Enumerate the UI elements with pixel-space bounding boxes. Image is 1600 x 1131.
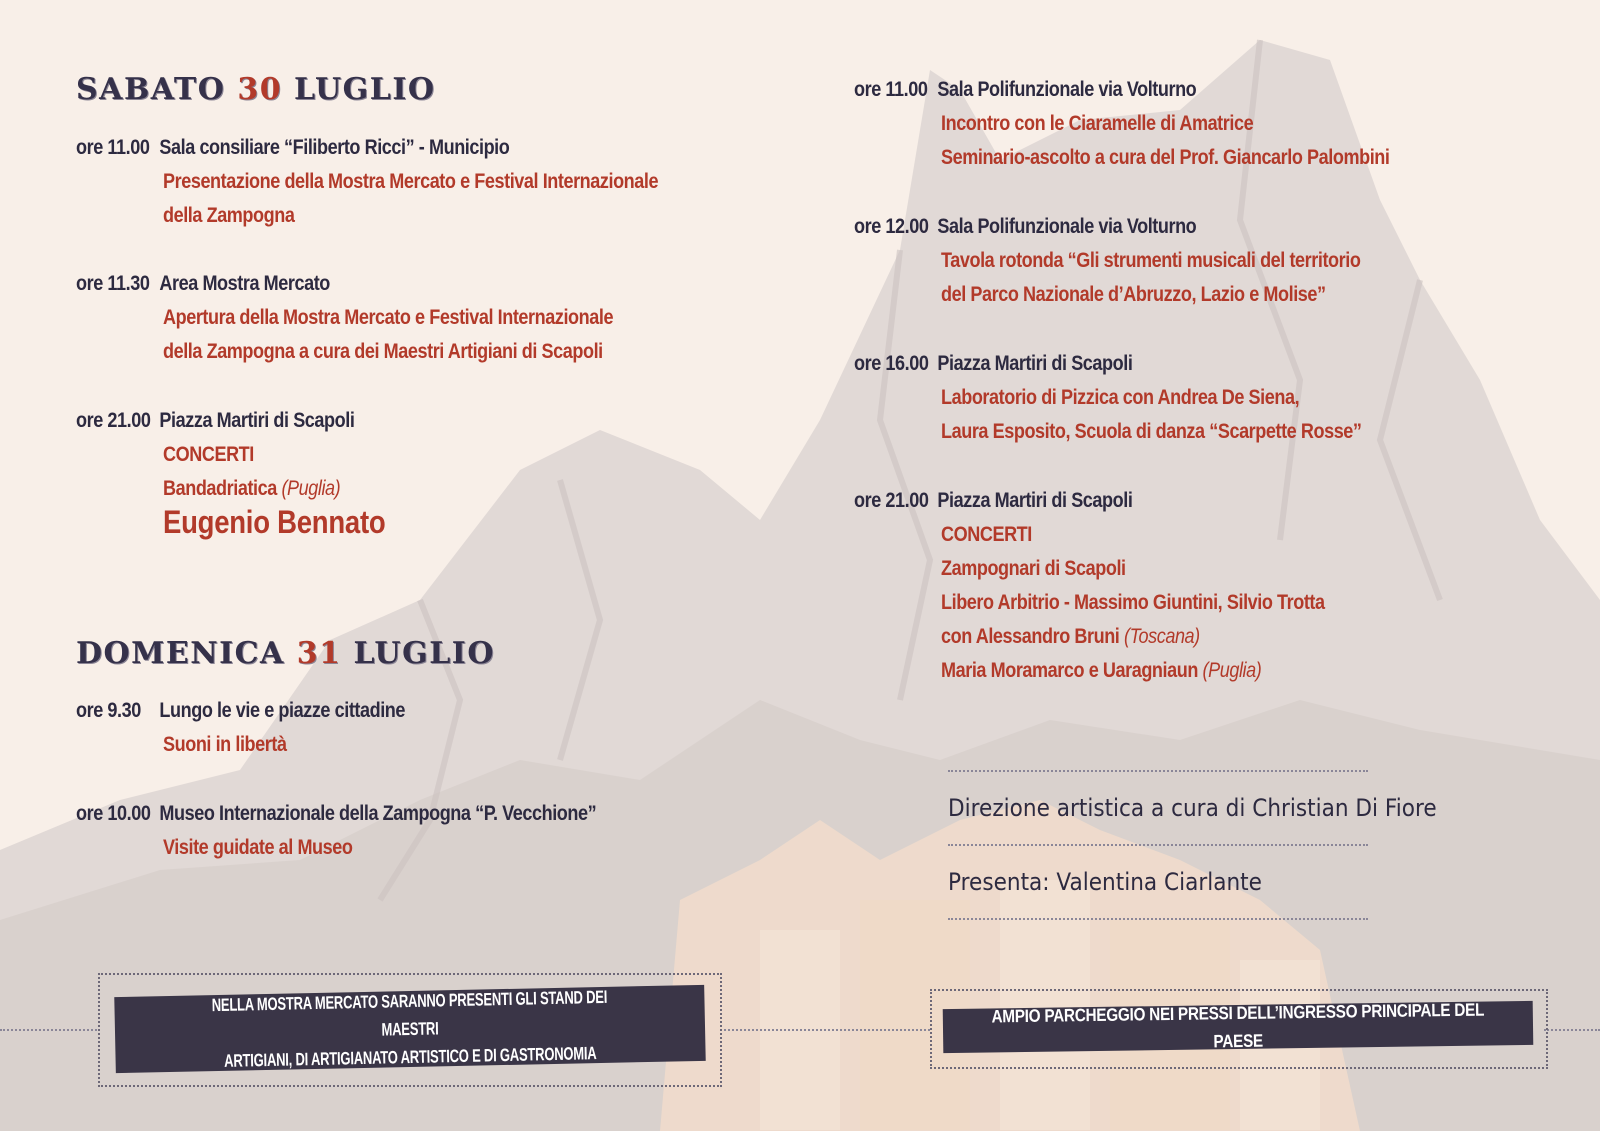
performer — [941, 620, 1468, 654]
event-header — [76, 267, 678, 301]
performer — [941, 654, 1468, 688]
event-description: Tavola rotonda “Gli strumenti musicali del territorio — [941, 249, 1361, 272]
event-description: Presentazione della Mostra Mercato e Festival Internazionale — [163, 170, 659, 193]
event-sun-2100 — [854, 484, 1554, 688]
notice-text: AMPIO PARCHEGGIO NEI PRESSI DELL’INGRESSO PRINCIPALE DEL PAESE — [991, 999, 1485, 1052]
event-header — [854, 484, 1456, 518]
event-place: Piazza Martiri di Scapoli — [937, 489, 1133, 512]
notice-text — [158, 982, 661, 1076]
title-day: DOMENICA — [76, 636, 297, 671]
event-time: ore 16.00 — [854, 352, 929, 375]
event-place: Lungo le vie e piazze cittadine — [159, 699, 406, 722]
concerts-label: CONCERTI — [163, 443, 254, 466]
event-description: Suoni in libertà — [163, 733, 287, 756]
notice-stands — [114, 985, 705, 1073]
event-time: ore 9.30 — [76, 699, 141, 722]
event-time: ore 12.00 — [854, 215, 929, 238]
performer: Libero Arbitrio - Massimo Giuntini, Silvio Trotta — [941, 591, 1325, 614]
event-sun-0930 — [76, 694, 776, 762]
saturday-title — [76, 72, 436, 107]
headliner: Eugenio Bennato — [163, 504, 386, 540]
event-header — [76, 404, 678, 438]
event-description: della Zampogna a cura dei Maestri Artigiani di Scapoli — [163, 340, 603, 363]
title-day: SABATO — [76, 72, 238, 107]
event-description: Laura Esposito, Scuola di danza “Scarpette Rosse” — [941, 420, 1362, 443]
event-sat-1130 — [76, 267, 776, 369]
event-header — [76, 797, 678, 831]
performer-region: (Puglia) — [1202, 659, 1262, 682]
event-description: Visite guidate al Museo — [163, 836, 353, 859]
event-description: Apertura della Mostra Mercato e Festival Internazionale — [163, 306, 614, 329]
event-time: ore 10.00 — [76, 802, 151, 825]
performer: Zampognari di Scapoli — [941, 557, 1126, 580]
event-header — [76, 131, 678, 165]
credits-block — [948, 770, 1437, 920]
title-month: LUGLIO — [282, 72, 436, 107]
event-sun-1200 — [854, 210, 1554, 312]
event-header — [854, 210, 1456, 244]
event-description: del Parco Nazionale d’Abruzzo, Lazio e Molise” — [941, 283, 1326, 306]
event-header — [76, 694, 678, 728]
event-sat-2100 — [76, 404, 776, 542]
event-sat-1100 — [76, 131, 776, 233]
dotted-divider — [948, 918, 1368, 920]
event-place: Area Mostra Mercato — [159, 272, 330, 295]
dotted-rule — [1544, 1029, 1600, 1031]
performer-name: con Alessandro Bruni — [941, 625, 1120, 648]
event-time: ore 21.00 — [854, 489, 929, 512]
event-time: ore 21.00 — [76, 409, 151, 432]
performer-region: (Puglia) — [281, 477, 341, 500]
event-time: ore 11.00 — [854, 78, 928, 101]
presenter: Presenta: Valentina Ciarlante — [948, 868, 1262, 896]
event-place: Sala consiliare “Filiberto Ricci” - Municipio — [159, 136, 510, 159]
dotted-rule — [720, 1029, 930, 1031]
title-month: LUGLIO — [341, 636, 495, 671]
event-place: Piazza Martiri di Scapoli — [937, 352, 1133, 375]
title-date: 31 — [296, 636, 342, 671]
performer-region: (Toscana) — [1123, 625, 1200, 648]
performer — [163, 472, 690, 506]
event-place: Museo Internazionale della Zampogna “P. Vecchione” — [159, 802, 597, 825]
event-sun-1100 — [854, 73, 1554, 175]
concerts-label: CONCERTI — [941, 523, 1032, 546]
event-description: della Zampogna — [163, 204, 295, 227]
performer-name: Maria Moramarco e Uaragniaun — [941, 659, 1198, 682]
event-place: Piazza Martiri di Scapoli — [159, 409, 355, 432]
event-header — [854, 347, 1456, 381]
performer-name: Bandadriatica — [163, 477, 277, 500]
title-date: 30 — [237, 72, 283, 107]
event-sun-1000 — [76, 797, 776, 865]
event-description: Seminario-ascolto a cura del Prof. Giancarlo Palombini — [941, 146, 1390, 169]
event-time: ore 11.00 — [76, 136, 150, 159]
event-sun-1600 — [854, 347, 1554, 449]
notice-line: ARTIGIANI, DI ARTIGIANATO ARTISTICO E DI GASTRONOMIA — [224, 1043, 597, 1071]
event-time: ore 11.30 — [76, 272, 150, 295]
event-description: Laboratorio di Pizzica con Andrea De Siena, — [941, 386, 1300, 409]
notice-parking — [943, 1001, 1534, 1053]
notice-line: NELLA MOSTRA MERCATO SARANNO PRESENTI GLI STAND DEI MAESTRI — [211, 986, 608, 1040]
event-header — [854, 73, 1456, 107]
artistic-direction: Direzione artistica a cura di Christian Di Fiore — [948, 794, 1437, 822]
sunday-title — [76, 636, 495, 671]
dotted-rule — [0, 1029, 100, 1031]
event-description: Incontro con le Ciaramelle di Amatrice — [941, 112, 1254, 135]
event-place: Sala Polifunzionale via Volturno — [937, 78, 1197, 101]
event-place: Sala Polifunzionale via Volturno — [937, 215, 1197, 238]
